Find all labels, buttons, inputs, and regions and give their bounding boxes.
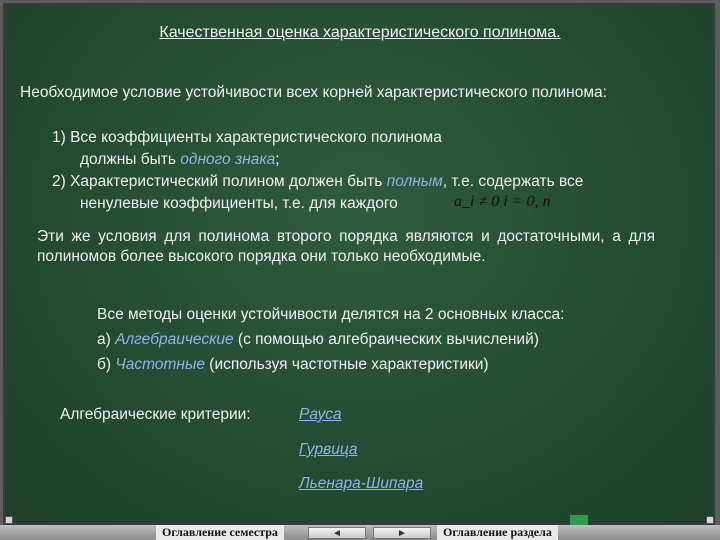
corner-square-right <box>706 516 714 524</box>
method-a-highlight: Алгебраические <box>115 331 234 348</box>
condition-2-line2: ненулевые коэффициенты, т.е. для каждого <box>80 195 398 212</box>
prev-slide-button[interactable]: ◄ <box>308 527 366 539</box>
link-routh[interactable]: Рауса <box>299 406 342 423</box>
condition-2-pre: 2) Характеристический полином должен быть <box>52 173 387 190</box>
condition-2-post: , т.е. содержать все <box>442 173 584 190</box>
method-b-pre: б) <box>97 356 116 373</box>
method-a-pre: а) <box>97 331 116 348</box>
coefficient-formula: a_i ≠ 0 i = 0, n <box>454 193 551 210</box>
semester-contents-link[interactable]: Оглавление семестра <box>156 525 284 540</box>
intro-text: Необходимое условие устойчивости всех корней характеристического полинома: <box>20 84 607 101</box>
corner-square-left <box>5 516 13 524</box>
link-hurwitz[interactable]: Гурвица <box>299 441 358 458</box>
section-contents-link[interactable]: Оглавление раздела <box>437 525 558 540</box>
link-lienard-chipart[interactable]: Льенара-Шипара <box>299 475 424 492</box>
criteria-label: Алгебраические критерии: <box>60 406 251 423</box>
method-b-post: (используя частотные характеристики) <box>205 356 489 373</box>
sufficiency-paragraph: Эти же условия для полинома второго порядка являются и достаточными, а для полиномов более высокого порядка они только необходимые. <box>37 228 655 265</box>
method-frequency <box>97 356 489 374</box>
condition-2-highlight: полным <box>386 173 443 190</box>
method-algebraic <box>97 331 539 349</box>
condition-1-pre: должны быть <box>80 151 181 168</box>
condition-1-line1: 1) Все коэффициенты характеристического полинома <box>52 129 442 146</box>
methods-intro: Все методы оценки устойчивости делятся на 2 основных класса: <box>97 306 565 323</box>
slide-title: Качественная оценка характеристического полинома. <box>159 24 561 41</box>
condition-1-highlight: одного знака <box>180 151 276 168</box>
method-a-post: (с помощью алгебраических вычислений) <box>233 331 539 348</box>
next-slide-button[interactable]: ► <box>373 527 431 539</box>
condition-2-line1 <box>52 173 583 191</box>
condition-1-post: ; <box>275 151 280 168</box>
method-b-highlight: Частотные <box>115 356 205 373</box>
condition-1-line2 <box>80 151 280 169</box>
